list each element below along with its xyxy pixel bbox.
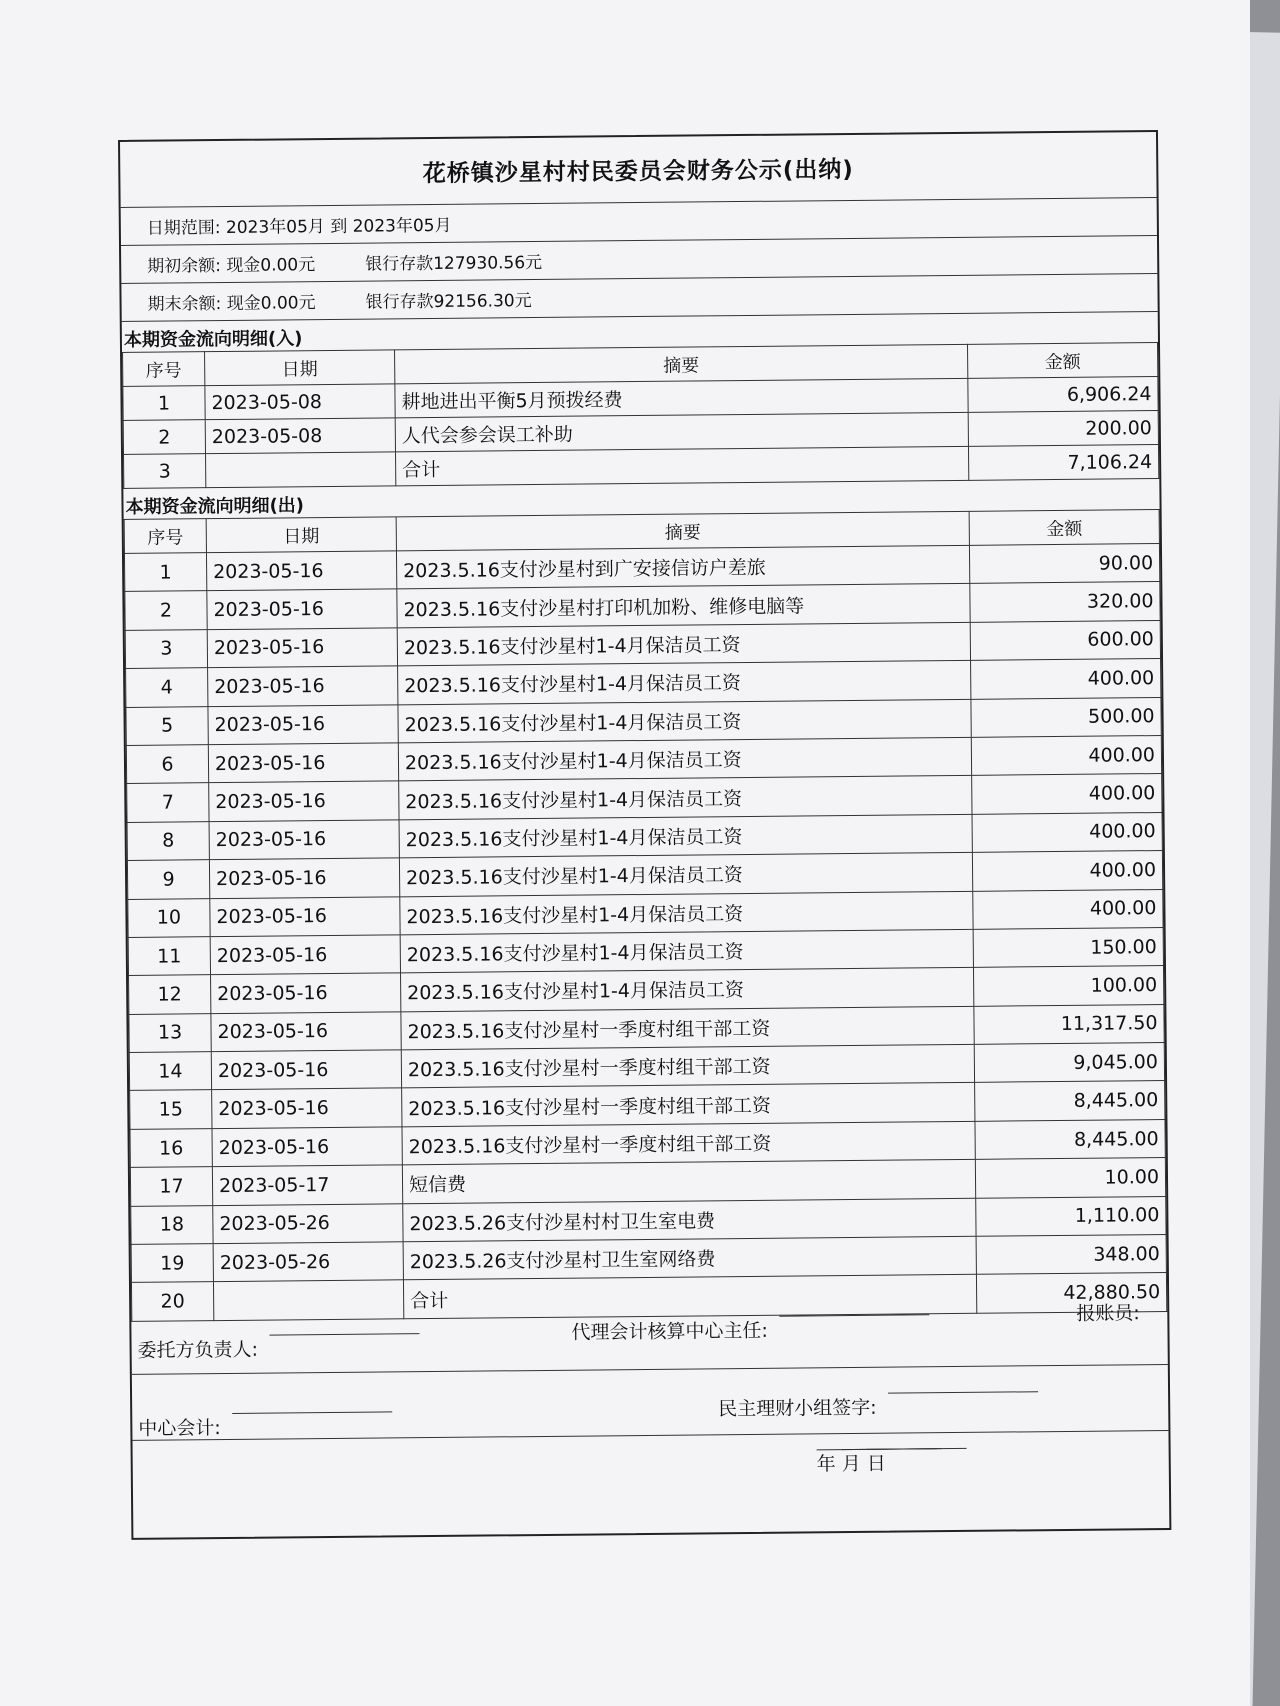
row-amount: 7,106.24	[968, 445, 1158, 481]
row-summary: 2023.5.16支付沙星村1-4月保洁员工资	[399, 814, 972, 858]
row-seq: 3	[125, 629, 207, 668]
row-seq: 11	[128, 937, 210, 976]
agent-director-label: 代理会计核算中心主任:	[571, 1319, 768, 1344]
header-summary: 摘要	[395, 344, 968, 383]
row-seq: 15	[130, 1090, 212, 1129]
row-summary: 2023.5.26支付沙星村村卫生室电费	[403, 1198, 976, 1242]
row-amount: 400.00	[973, 889, 1163, 929]
expense-table	[124, 509, 1168, 1322]
header-summary: 摘要	[396, 511, 969, 550]
row-summary: 2023.5.16支付沙星村1-4月保洁员工资	[397, 622, 970, 666]
row-date: 2023-05-16	[207, 628, 397, 668]
row-date: 2023-05-16	[209, 781, 399, 821]
closing-bank: 银行存款92156.30元	[365, 291, 532, 313]
header-date: 日期	[205, 350, 395, 386]
row-amount: 400.00	[972, 812, 1162, 852]
row-date: 2023-05-16	[209, 820, 399, 860]
row-summary: 合计	[396, 446, 969, 485]
row-amount: 10.00	[975, 1158, 1165, 1198]
row-amount: 11,317.50	[974, 1004, 1164, 1044]
finance-disclosure-form	[118, 130, 1171, 1540]
row-date: 2023-05-26	[213, 1203, 403, 1243]
row-seq: 4	[126, 668, 208, 707]
income-section-title: 本期资金流向明细(入)	[123, 328, 303, 351]
row-seq: 8	[127, 821, 209, 860]
row-seq: 19	[131, 1244, 213, 1283]
row-amount: 500.00	[971, 697, 1161, 737]
row-date: 2023-05-16	[208, 666, 398, 706]
row-amount: 320.00	[970, 582, 1160, 622]
row-date: 2023-05-26	[213, 1242, 403, 1282]
row-amount: 400.00	[972, 774, 1162, 814]
row-seq: 3	[124, 454, 206, 489]
header-date: 日期	[206, 517, 396, 553]
row-amount: 42,880.50	[976, 1273, 1166, 1313]
row-date: 2023-05-16	[212, 1088, 402, 1128]
header-amount: 金额	[969, 510, 1159, 546]
opening-bank: 银行存款127930.56元	[365, 252, 543, 275]
row-date: 2023-05-16	[208, 704, 398, 744]
signature-area	[131, 1302, 1169, 1538]
center-accountant-label: 中心会计:	[138, 1416, 221, 1440]
row-amount: 100.00	[973, 966, 1163, 1006]
row-amount: 8,445.00	[975, 1119, 1165, 1159]
row-summary: 2023.5.16支付沙星村1-4月保洁员工资	[398, 699, 971, 743]
day-blank	[867, 1448, 967, 1450]
row-amount: 400.00	[971, 735, 1161, 775]
row-amount: 600.00	[970, 620, 1160, 660]
row-date: 2023-05-16	[207, 589, 397, 629]
row-amount: 150.00	[973, 927, 1163, 967]
row-amount: 9,045.00	[974, 1043, 1164, 1083]
client-head-blank	[270, 1333, 420, 1335]
row-date: 2023-05-16	[210, 896, 400, 936]
row-date: 2023-05-08	[205, 418, 395, 454]
finance-group-signature	[718, 1393, 877, 1422]
row-amount: 400.00	[971, 659, 1161, 699]
row-summary: 2023.5.16支付沙星村1-4月保洁员工资	[400, 891, 973, 935]
row-amount: 348.00	[976, 1235, 1166, 1275]
row-seq: 5	[126, 706, 208, 745]
agent-director-signature	[571, 1316, 768, 1345]
row-date: 2023-05-16	[212, 1127, 402, 1167]
row-summary: 2023.5.16支付沙星村打印机加粉、维修电脑等	[397, 584, 970, 628]
date-range-text: 日期范围: 2023年05月 到 2023年05月	[146, 215, 452, 239]
signature-divider	[132, 1430, 1168, 1441]
bookkeeper-label: 报账员:	[1076, 1302, 1140, 1325]
row-seq: 9	[127, 860, 209, 899]
opening-cash: 期初余额: 现金0.00元	[147, 255, 316, 277]
row-seq: 18	[131, 1205, 213, 1244]
row-amount: 6,906.24	[968, 377, 1158, 413]
expense-section-title: 本期资金流向明细(出)	[125, 495, 305, 518]
header-amount: 金额	[968, 343, 1158, 379]
row-date: 2023-05-16	[206, 551, 396, 591]
row-date	[206, 452, 396, 488]
row-seq: 17	[130, 1167, 212, 1206]
day-label: 日	[866, 1452, 886, 1475]
row-seq: 13	[129, 1013, 211, 1052]
row-date: 2023-05-16	[208, 743, 398, 783]
row-summary: 2023.5.16支付沙星村一季度村组干部工资	[401, 1006, 974, 1050]
row-seq: 2	[123, 420, 205, 455]
row-date: 2023-05-16	[209, 858, 399, 898]
row-summary: 2023.5.16支付沙星村1-4月保洁员工资	[398, 737, 971, 781]
row-summary: 2023.5.16支付沙星村1-4月保洁员工资	[400, 929, 973, 973]
row-amount: 200.00	[968, 411, 1158, 447]
row-date: 2023-05-16	[211, 973, 401, 1013]
row-amount: 1,110.00	[976, 1196, 1166, 1236]
row-date	[213, 1280, 403, 1320]
row-summary: 2023.5.16支付沙星村一季度村组干部工资	[401, 1044, 974, 1088]
row-amount: 90.00	[969, 544, 1159, 584]
row-date: 2023-05-16	[211, 1050, 401, 1090]
row-summary: 2023.5.16支付沙星村1-4月保洁员工资	[398, 661, 971, 705]
row-seq: 16	[130, 1129, 212, 1168]
row-seq: 10	[128, 898, 210, 937]
row-date: 2023-05-16	[211, 1012, 401, 1052]
client-head-signature	[137, 1335, 258, 1363]
row-summary: 2023.5.16支付沙星村一季度村组干部工资	[402, 1083, 975, 1127]
row-date: 2023-05-17	[212, 1165, 402, 1205]
row-seq: 7	[127, 783, 209, 822]
row-seq: 2	[125, 591, 207, 630]
row-summary: 人代会参会误工补助	[395, 412, 968, 451]
month-label: 月	[841, 1452, 861, 1475]
row-summary: 合计	[403, 1275, 976, 1319]
row-seq: 6	[126, 745, 208, 784]
signature-divider	[132, 1364, 1168, 1375]
row-summary: 2023.5.16支付沙星村1-4月保洁员工资	[399, 776, 972, 820]
row-summary: 2023.5.26支付沙星村卫生室网络费	[403, 1236, 976, 1280]
income-table	[122, 342, 1159, 489]
row-summary: 2023.5.16支付沙星村1-4月保洁员工资	[399, 852, 972, 896]
finance-group-label: 民主理财小组签字:	[718, 1396, 877, 1421]
date-signature	[817, 1449, 886, 1477]
row-amount: 8,445.00	[975, 1081, 1165, 1121]
row-seq: 1	[123, 386, 205, 421]
row-summary: 短信费	[402, 1160, 975, 1204]
row-date: 2023-05-16	[210, 935, 400, 975]
finance-group-blank	[888, 1391, 1038, 1393]
row-amount: 400.00	[972, 851, 1162, 891]
row-summary: 耕地进出平衡5月预拨经费	[395, 378, 968, 417]
form-title: 花桥镇沙星村村民委员会财务公示(出纳)	[120, 132, 1157, 208]
header-seq: 序号	[124, 519, 206, 554]
row-seq: 20	[131, 1282, 213, 1321]
row-date: 2023-05-08	[205, 384, 395, 420]
agent-director-blank	[780, 1314, 930, 1316]
row-summary: 2023.5.16支付沙星村1-4月保洁员工资	[401, 968, 974, 1012]
header-seq: 序号	[123, 352, 205, 387]
row-seq: 1	[124, 553, 206, 592]
center-accountant-signature	[138, 1413, 221, 1441]
row-seq: 14	[129, 1052, 211, 1091]
year-label: 年	[816, 1452, 836, 1476]
row-seq: 12	[129, 975, 211, 1014]
closing-cash: 期末余额: 现金0.00元	[147, 293, 316, 315]
center-accountant-blank	[233, 1411, 393, 1414]
row-summary: 2023.5.16支付沙星村一季度村组干部工资	[402, 1121, 975, 1165]
client-head-label: 委托方负责人:	[137, 1338, 259, 1362]
row-summary: 2023.5.16支付沙星村到广安接信访户差旅	[396, 545, 969, 589]
